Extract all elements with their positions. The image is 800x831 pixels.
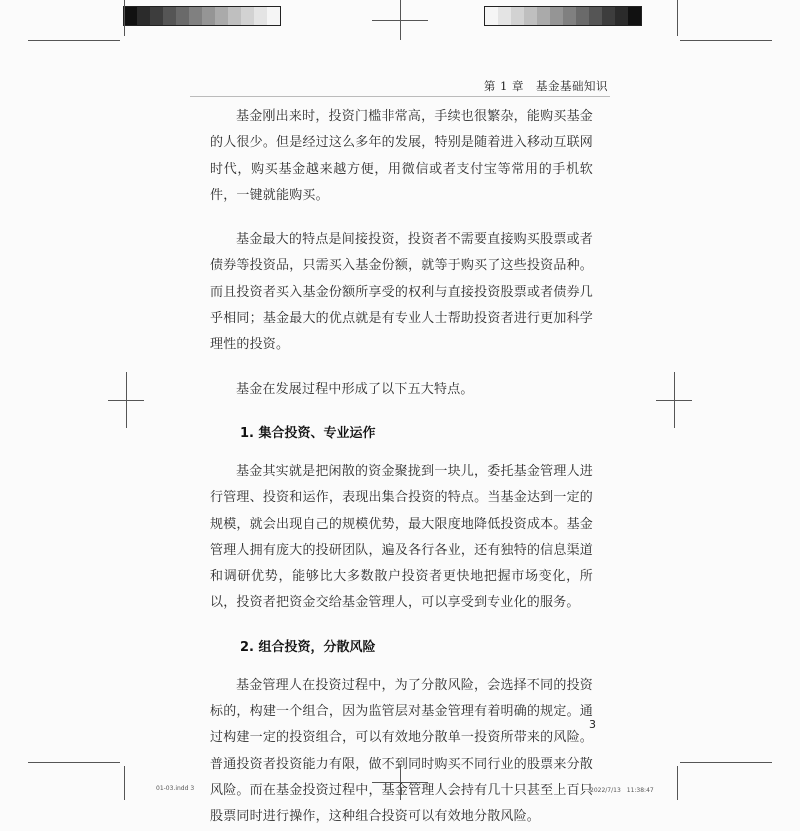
page-number: 3 <box>589 718 596 731</box>
calibration-swatch <box>511 7 524 25</box>
crop-mark <box>677 766 678 800</box>
crop-mark <box>680 40 772 41</box>
calibration-swatch <box>563 7 576 25</box>
calibration-swatch <box>241 7 254 25</box>
calibration-swatch <box>267 7 280 25</box>
crop-mark <box>680 762 772 763</box>
crop-mark <box>28 40 120 41</box>
section-heading: 2. 组合投资，分散风险 <box>240 639 376 655</box>
print-slug-file: 01-03.indd 3 <box>156 785 195 792</box>
running-head: 第 1 章 基金基础知识 <box>483 79 608 93</box>
calibration-swatch <box>189 7 202 25</box>
registration-mark <box>400 0 401 40</box>
calibration-bar-left <box>123 6 281 26</box>
registration-mark <box>674 372 675 428</box>
print-slug-timestamp: 2022/7/13 11:38:47 <box>590 787 654 794</box>
calibration-swatch <box>137 7 150 25</box>
calibration-swatch <box>628 7 641 25</box>
section-heading: 1. 集合投资、专业运作 <box>240 425 376 441</box>
paragraph: 基金最大的特点是间接投资，投资者不需要直接购买股票或者债券等投资品，只需买入基金份额，就等于购买了这些投资品种。而且投资者买入基金份额所享受的权利与直接投资股票或者债券几乎相同；基金最大的优点就是有专业人士帮助投资者进行更加科学理性的投资。 <box>210 232 593 353</box>
calibration-swatch <box>176 7 189 25</box>
calibration-swatch <box>163 7 176 25</box>
crop-mark <box>677 0 678 36</box>
registration-mark <box>126 372 127 428</box>
calibration-swatch <box>576 7 589 25</box>
calibration-swatch <box>202 7 215 25</box>
calibration-swatch <box>524 7 537 25</box>
crop-mark <box>124 0 125 36</box>
calibration-swatch <box>537 7 550 25</box>
calibration-swatch <box>254 7 267 25</box>
paragraph: 基金在发展过程中形成了以下五大特点。 <box>236 381 474 397</box>
calibration-bar-right <box>484 6 642 26</box>
calibration-swatch <box>589 7 602 25</box>
paragraph: 基金管理人在投资过程中，为了分散风险，会选择不同的投资标的，构建一个组合，因为监管层对基金管理有着明确的规定。通过构建一定的投资组合，可以有效地分散单一投资所带来的风险。普通投资者投资能力有限，做不到同时购买不同行业的股票来分散风险。而在基金投资过程中，基金管理人会持有几十只甚至上百只股票同时进行操作，这种组合投资可以有效地分散风险。 <box>210 677 593 825</box>
calibration-swatch <box>215 7 228 25</box>
calibration-swatch <box>150 7 163 25</box>
calibration-swatch <box>498 7 511 25</box>
calibration-swatch <box>124 7 137 25</box>
calibration-swatch <box>615 7 628 25</box>
calibration-swatch <box>602 7 615 25</box>
paragraph: 基金刚出来时，投资门槛非常高，手续也很繁杂，能购买基金的人很少。但是经过这么多年的发展，特别是随着进入移动互联网时代，购买基金越来越方便，用微信或者支付宝等常用的手机软件，一键就能购买。 <box>210 109 593 203</box>
page-body <box>210 104 593 831</box>
crop-mark <box>124 766 125 800</box>
calibration-swatch <box>485 7 498 25</box>
calibration-swatch <box>550 7 563 25</box>
paragraph: 基金其实就是把闲散的资金聚拢到一块儿，委托基金管理人进行管理、投资和运作，表现出集合投资的特点。当基金达到一定的规模，就会出现自己的规模优势，最大限度地降低投资成本。基金管理人拥有庞大的投研团队，遍及各行各业，还有独特的信息渠道和调研优势，能够比大多数散户投资者更快地把握市场变化，所以，投资者把资金交给基金管理人，可以享受到专业化的服务。 <box>210 463 593 611</box>
calibration-swatch <box>228 7 241 25</box>
crop-mark <box>28 762 120 763</box>
header-rule <box>190 96 610 97</box>
